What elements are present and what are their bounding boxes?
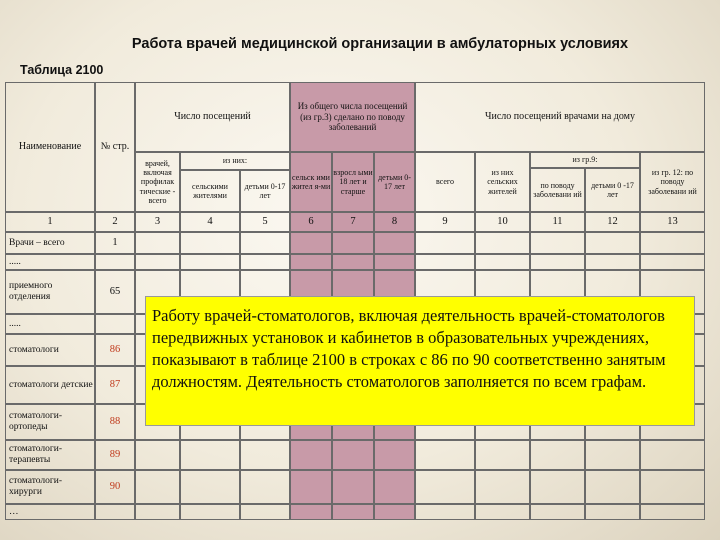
- table-cell: [180, 504, 240, 520]
- header-home-total: всего: [415, 152, 475, 212]
- header-name: Наименование: [5, 82, 95, 212]
- header-children: детьми 0-17 лет: [240, 170, 290, 212]
- table-cell: [415, 470, 475, 504]
- header-rural: сельскими жителями: [180, 170, 240, 212]
- table-cell: [332, 254, 374, 270]
- row-line-number: [95, 314, 135, 334]
- header-doctors-total: врачей, включая профилак тические - всего: [135, 152, 180, 212]
- table-cell: [374, 254, 415, 270]
- table-cell: [240, 440, 290, 470]
- table-cell: [135, 440, 180, 470]
- col-number: 12: [585, 212, 640, 232]
- table-cell: [374, 232, 415, 254]
- row-name: стоматологи детские: [5, 366, 95, 404]
- col-number: 5: [240, 212, 290, 232]
- row-name: стоматологи: [5, 334, 95, 366]
- table-cell: [374, 470, 415, 504]
- row-name: стоматологи-хирурги: [5, 470, 95, 504]
- header-line-number: № стр.: [95, 82, 135, 212]
- table-cell: [640, 440, 705, 470]
- header-of-gr12: из гр. 12: по поводу заболевани ий: [640, 152, 705, 212]
- table-caption: Таблица 2100: [20, 63, 104, 77]
- table-cell: [290, 440, 332, 470]
- header-home-children: детьми 0 -17 лет: [585, 168, 640, 212]
- col-number: 13: [640, 212, 705, 232]
- table-cell: [240, 504, 290, 520]
- table-cell: [240, 254, 290, 270]
- table-cell: [332, 232, 374, 254]
- table-cell: [640, 232, 705, 254]
- table-cell: [585, 254, 640, 270]
- table-cell: [415, 440, 475, 470]
- table-cell: [415, 232, 475, 254]
- col-number: 9: [415, 212, 475, 232]
- header-home-visits: Число посещений врачами на дому: [415, 82, 705, 152]
- row-line-number: 88: [95, 404, 135, 440]
- table-cell: [640, 470, 705, 504]
- table-cell: [415, 504, 475, 520]
- header-adults-disease: взросл ыми 18 лет и старше: [332, 152, 374, 212]
- table-cell: [290, 504, 332, 520]
- table-cell: [475, 504, 530, 520]
- table-cell: [374, 504, 415, 520]
- table-cell: [135, 254, 180, 270]
- table-cell: [530, 470, 585, 504]
- col-number: 4: [180, 212, 240, 232]
- table-cell: [180, 254, 240, 270]
- row-line-number: 1: [95, 232, 135, 254]
- table-cell: [180, 232, 240, 254]
- row-line-number: 87: [95, 366, 135, 404]
- table-cell: [332, 504, 374, 520]
- table-cell: [475, 470, 530, 504]
- table-cell: [332, 440, 374, 470]
- header-disease-visits: Из общего числа посещений (из гр.3) сделано по поводу заболеваний: [290, 82, 415, 152]
- table-cell: [640, 504, 705, 520]
- table-cell: [585, 504, 640, 520]
- table-cell: [475, 254, 530, 270]
- header-of-them: из них:: [180, 152, 290, 170]
- row-line-number: [95, 254, 135, 270]
- table-cell: [585, 440, 640, 470]
- header-home-rural: из них сельских жителей: [475, 152, 530, 212]
- table-cell: [585, 232, 640, 254]
- col-number: 3: [135, 212, 180, 232]
- table-cell: [530, 254, 585, 270]
- header-children-disease: детьми 0-17 лет: [374, 152, 415, 212]
- table-cell: [374, 440, 415, 470]
- table-cell: [135, 504, 180, 520]
- table-cell: [530, 232, 585, 254]
- row-name: стоматологи-ортопеды: [5, 404, 95, 440]
- table-cell: [415, 254, 475, 270]
- table-cell: [475, 232, 530, 254]
- row-line-number: 65: [95, 270, 135, 314]
- table-cell: [530, 440, 585, 470]
- col-number: 8: [374, 212, 415, 232]
- table-cell: [135, 232, 180, 254]
- col-number: 1: [5, 212, 95, 232]
- row-name: …: [5, 504, 95, 520]
- table-cell: [530, 504, 585, 520]
- row-name: .....: [5, 254, 95, 270]
- row-name: Врачи – всего: [5, 232, 95, 254]
- table-cell: [240, 232, 290, 254]
- col-number: 2: [95, 212, 135, 232]
- row-line-number: 89: [95, 440, 135, 470]
- table-cell: [135, 470, 180, 504]
- col-number: 10: [475, 212, 530, 232]
- table-cell: [475, 440, 530, 470]
- row-name: стоматологи-терапевты: [5, 440, 95, 470]
- table-cell: [180, 470, 240, 504]
- table-cell: [585, 470, 640, 504]
- row-line-number: [95, 504, 135, 520]
- row-name: приемного отделения: [5, 270, 95, 314]
- table-cell: [240, 470, 290, 504]
- table-cell: [290, 470, 332, 504]
- row-line-number: 86: [95, 334, 135, 366]
- page-title: Работа врачей медицинской организации в амбулаторных условиях: [131, 36, 629, 52]
- header-rural-disease: сельск ими жител я-ми: [290, 152, 332, 212]
- col-number: 6: [290, 212, 332, 232]
- table-cell: [640, 254, 705, 270]
- row-name: .....: [5, 314, 95, 334]
- table-cell: [290, 232, 332, 254]
- info-callout: Работу врачей-стоматологов, включая деятельность врачей-стоматологов передвижных установок и кабинетов в образовательных учреждениях, показывают в таблице 2100 в строках с 86 по 90 соответственно занятым должностям. Деятельность стоматологов заполняется по всем графам.: [145, 296, 695, 426]
- table-cell: [332, 470, 374, 504]
- row-line-number: 90: [95, 470, 135, 504]
- table-cell: [290, 254, 332, 270]
- header-home-disease: по поводу заболевани ий: [530, 168, 585, 212]
- header-of-gr9: из гр.9:: [530, 152, 640, 168]
- col-number: 7: [332, 212, 374, 232]
- table-cell: [180, 440, 240, 470]
- col-number: 11: [530, 212, 585, 232]
- header-visits: Число посещений: [135, 82, 290, 152]
